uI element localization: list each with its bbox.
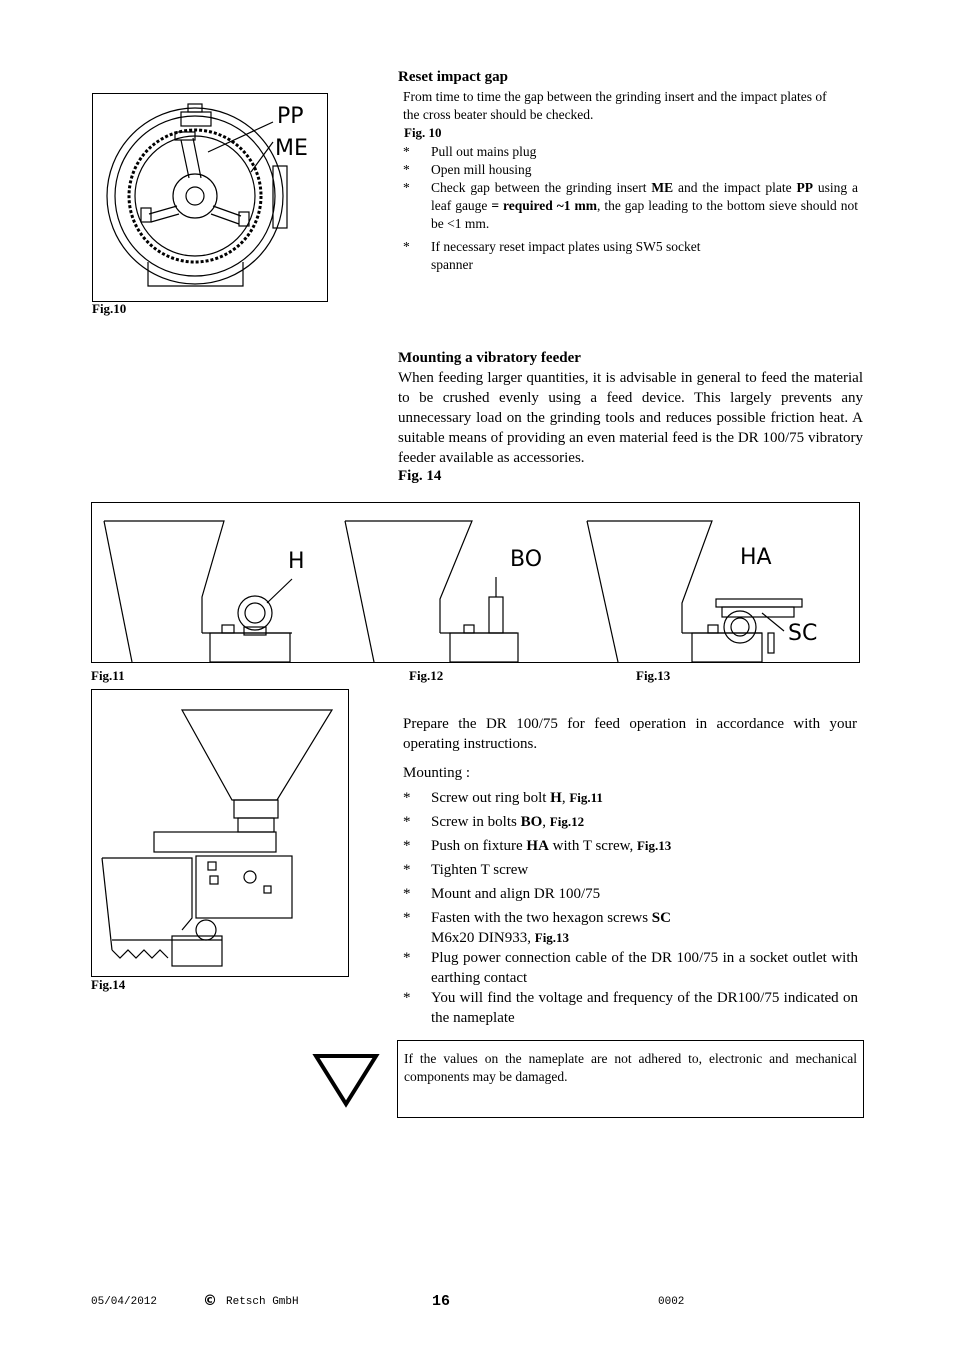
vib-text: When feeding larger quantities, it is advisable in general to feed the material to be crushed evenly using a feed device. This largely prevents any unnecessary load on the grinding tools and reduces possible friction heat. A suitable means of providing an even material feed is the DR 100/75 vibratory feeder available as accessories. <box>398 370 863 466</box>
list-item: * Tighten T screw <box>403 862 529 878</box>
footer-page-number: 16 <box>432 1293 451 1310</box>
footer-copyright-icon: © <box>203 1293 217 1309</box>
fig11-13-image <box>91 502 860 663</box>
label-pp: PP <box>277 104 304 129</box>
fig10-image <box>92 93 328 302</box>
reset-fig-ref: Fig. 10 <box>404 125 442 140</box>
vib-title: Mounting a vibratory feeder <box>398 350 581 366</box>
prep-text: Prepare the DR 100/75 for feed operation in accordance with your operating instructions. <box>403 716 857 752</box>
warning-box <box>397 1040 864 1118</box>
list-item: * Pull out mains plug <box>403 144 537 159</box>
reset-intro: From time to time the gap between the grinding insert and the impact plates of the cross beater should be checked. <box>403 89 827 122</box>
footer-date: 05/04/2012 <box>91 1296 158 1308</box>
label-ha: HA <box>740 545 772 570</box>
vib-fig-ref: Fig. 14 <box>398 468 442 484</box>
list-item: * Screw in bolts BO, Fig.12 <box>403 814 585 830</box>
list-item: * Fasten with the two hexagon screws SC M6x20 DIN933, Fig.13 <box>403 910 671 946</box>
list-item: * Plug power connection cable of the DR 100/75 in a socket outlet with earthing contact <box>403 950 858 986</box>
fig14-image <box>91 689 349 977</box>
list-item: * Screw out ring bolt H, Fig.11 <box>403 790 603 806</box>
fig11-caption: Fig.11 <box>91 668 125 683</box>
footer-company: Retsch GmbH <box>226 1296 299 1308</box>
label-me: ME <box>275 136 308 161</box>
list-item: * Check gap between the grinding insert ME and the impact plate PP using a leaf gauge = required ~1 mm, the gap leading to the bottom sieve should not be <1 mm. <box>403 180 858 231</box>
prep-list <box>403 788 858 1028</box>
label-bo: BO <box>510 547 543 572</box>
fig12-caption: Fig.12 <box>409 668 444 683</box>
list-item: * Push on fixture HA with T screw, Fig.13 <box>403 838 672 854</box>
warning-text: If the values on the nameplate are not adhered to, electronic and mechanical components may be damaged. <box>404 1051 857 1084</box>
reset-title: Reset impact gap <box>398 69 508 85</box>
fig13-caption: Fig.13 <box>636 668 671 683</box>
fig14-caption: Fig.14 <box>91 977 126 992</box>
list-item: * You will find the voltage and frequency of the DR100/75 indicated on the nameplate <box>403 990 858 1026</box>
warning-icon <box>312 1052 380 1108</box>
footer-code: 0002 <box>658 1296 685 1308</box>
list-item: * Mount and align DR 100/75 <box>403 886 601 902</box>
list-item: * Open mill housing <box>403 162 532 177</box>
reset-list <box>403 143 858 274</box>
fig10-caption: Fig.10 <box>92 301 127 316</box>
prep-mounting: Mounting : <box>403 765 471 781</box>
list-item: * If necessary reset impact plates using SW5 socket spanner <box>403 239 701 272</box>
label-h: H <box>288 549 305 574</box>
label-sc: SC <box>788 621 818 646</box>
